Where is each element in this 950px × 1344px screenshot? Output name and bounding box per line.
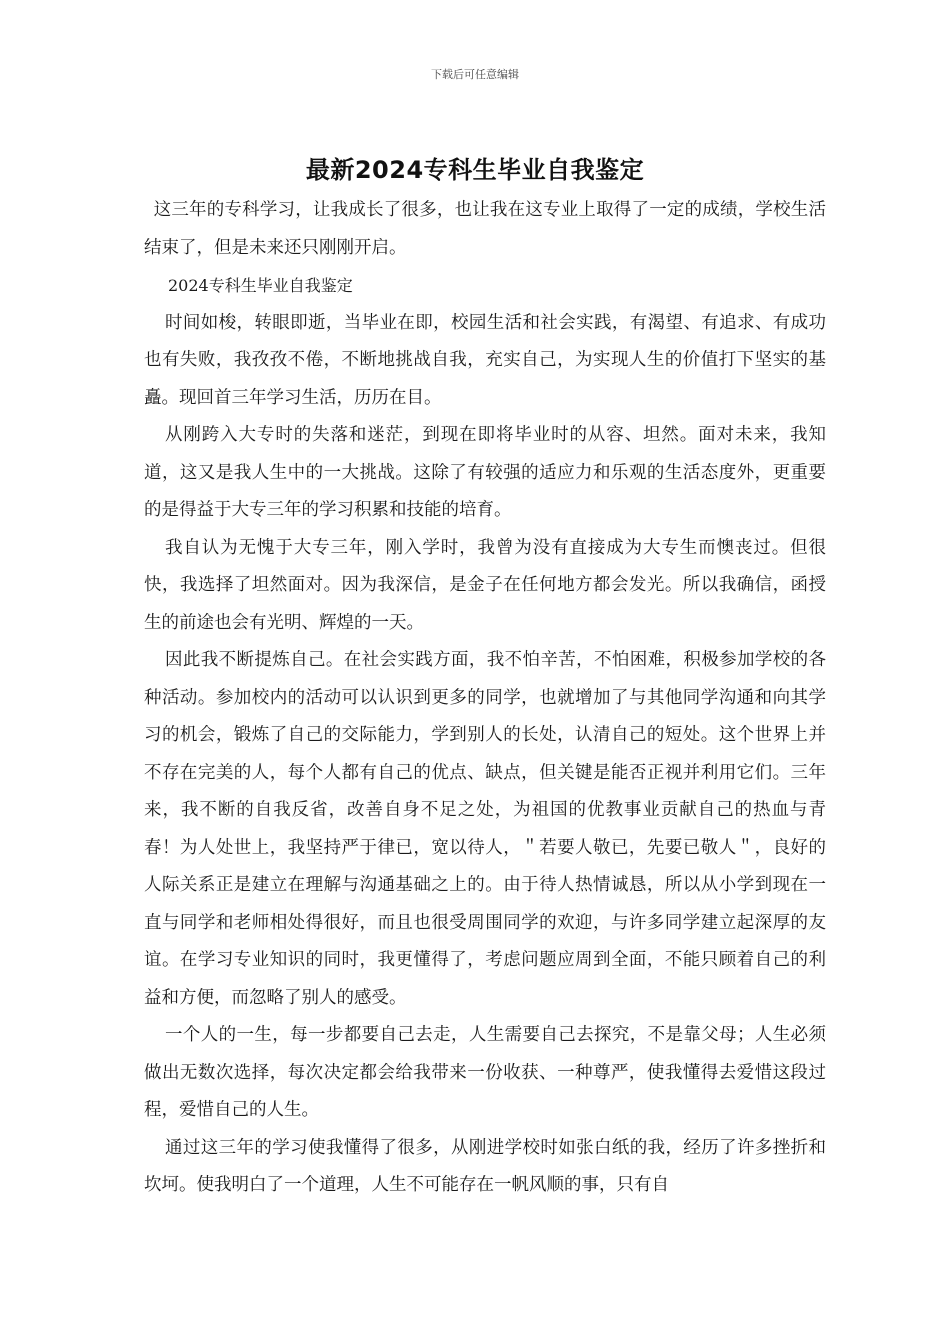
- paragraph: 我自认为无愧于大专三年，刚入学时，我曾为没有直接成为大专生而懊丧过。但很快，我选择了坦然面对。因为我深信，是金子在任何地方都会发光。所以我确信，函授生的前途也会有光明、辉煌的一天。: [144, 537, 826, 633]
- paragraph: 从刚跨入大专时的失落和迷茫，到现在即将毕业时的从容、坦然。面对未来，我知道，这又是我人生中的一大挑战。这除了有较强的适应力和乐观的生活态度外，更重要的是得益于大专三年的学习积累和技能的培育。: [144, 425, 826, 520]
- page-title: 最新2024专科生毕业自我鉴定: [305, 156, 645, 184]
- paragraph: 一个人的一生，每一步都要自己去走，人生需要自己去探究，不是靠父母；人生必须做出无数次选择，每次决定都会给我带来一份收获、一种尊严，使我懂得去爱惜这段过程，爱惜自己的人生。: [144, 1025, 826, 1120]
- subheading: 2024专科生毕业自我鉴定: [168, 276, 353, 295]
- paragraph: 时间如梭，转眼即逝，当毕业在即，校园生活和社会实践，有渴望、有追求、有成功也有失败，我孜孜不倦，不断地挑战自我，充实自己，为实现人生的价值打下坚实的基矗。现回首三年学习生活，历历在目。: [144, 312, 826, 408]
- document-body: [144, 192, 826, 1205]
- paragraph-intro: 这三年的专科学习，让我成长了很多，也让我在这专业上取得了一定的成绩，学校生活结束了，但是未来还只刚刚开启。: [144, 200, 826, 258]
- paragraph: 通过这三年的学习使我懂得了很多，从刚进学校时如张白纸的我，经历了许多挫折和坎坷。使我明白了一个道理，人生不可能存在一帆风顺的事，只有自: [144, 1137, 826, 1195]
- header-note: 下载后可任意编辑: [431, 68, 519, 81]
- paragraph: 因此我不断提炼自己。在社会实践方面，我不怕辛苦，不怕困难，积极参加学校的各种活动。参加校内的活动可以认识到更多的同学，也就增加了与其他同学沟通和向其学习的机会，锻炼了自己的交际能力，学到别人的长处，认清自己的短处。这个世界上并不存在完美的人，每个人都有自己的优点、缺点，但关键是能否正视并利用它们。三年来，我不断的自我反省，改善自身不足之处，为祖国的优教事业贡献自己的热血与青春！为人处世上，我坚持严于律已，宽以待人，＂若要人敬已，先要已敬人＂，良好的人际关系正是建立在理解与沟通基础之上的。由于待人热情诚恳，所以从小学到现在一直与同学和老师相处得很好，而且也很受周围同学的欢迎，与许多同学建立起深厚的友谊。在学习专业知识的同时，我更懂得了，考虑问题应周到全面，不能只顾着自己的利益和方便，而忽略了别人的感受。: [144, 650, 826, 1008]
